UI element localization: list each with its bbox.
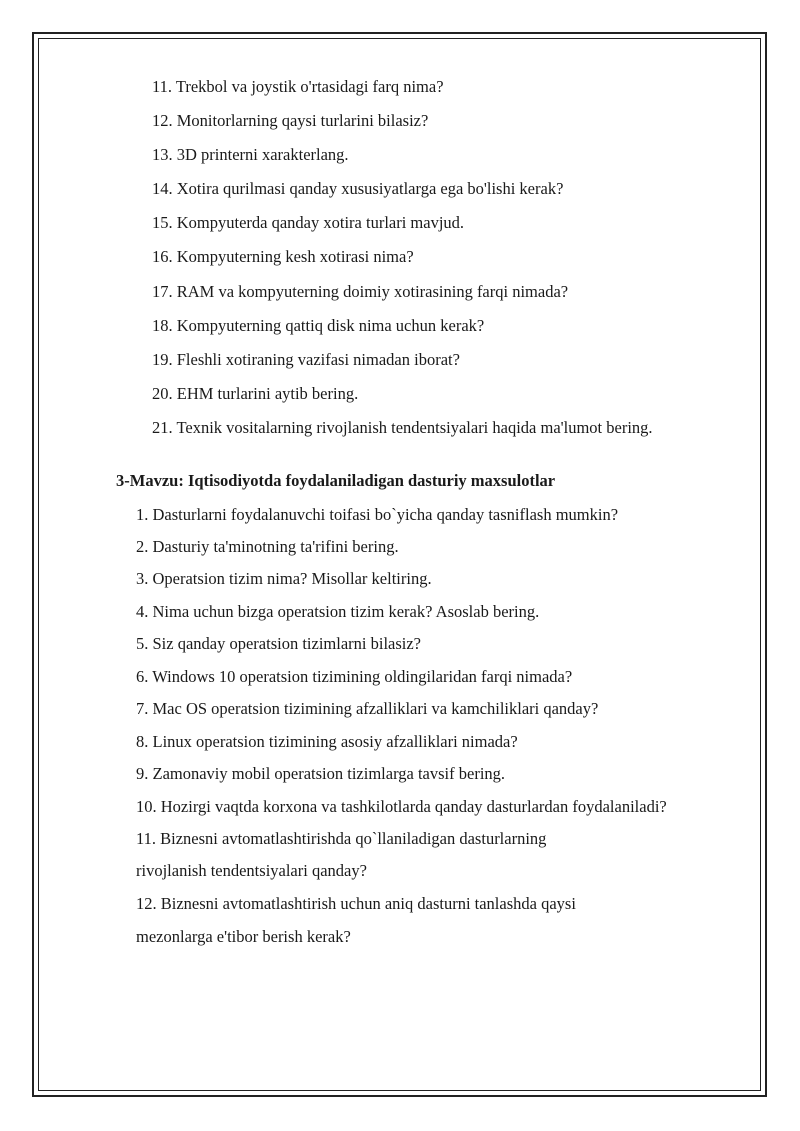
question-item: 3. Operatsion tizim nima? Misollar keltiring. bbox=[136, 569, 432, 588]
question-item: 20. EHM turlarini aytib bering. bbox=[152, 384, 359, 403]
question-item: 8. Linux operatsion tizimining asosiy afzalliklari nimada? bbox=[136, 732, 518, 751]
question-item: 11. Trekbol va joystik o'rtasidagi farq nima? bbox=[152, 77, 444, 96]
question-item: 12. Biznesni avtomatlashtirish uchun aniq dasturni tanlashda qaysi bbox=[136, 894, 576, 913]
section-heading: 3-Mavzu: Iqtisodiyotda foydalaniladigan dasturiy maxsulotlar bbox=[116, 471, 556, 490]
question-item: 11. Biznesni avtomatlashtirishda qo`llaniladigan dasturlarning bbox=[136, 829, 547, 848]
question-item: 21. Texnik vositalarning rivojlanish tendentsiyalari haqida ma'lumot bering. bbox=[152, 418, 653, 437]
question-item: 2. Dasturiy ta'minotning ta'rifini bering. bbox=[136, 537, 399, 556]
question-item: 18. Kompyuterning qattiq disk nima uchun kerak? bbox=[152, 316, 485, 335]
question-item-continuation: rivojlanish tendentsiyalari qanday? bbox=[136, 861, 367, 880]
question-item: 12. Monitorlarning qaysi turlarini bilasiz? bbox=[152, 111, 429, 130]
question-item: 1. Dasturlarni foydalanuvchi toifasi bo`yicha qanday tasniflash mumkin? bbox=[136, 505, 619, 524]
question-item: 14. Xotira qurilmasi qanday xususiyatlarga ega bo'lishi kerak? bbox=[152, 179, 564, 198]
question-item: 9. Zamonaviy mobil operatsion tizimlarga tavsif bering. bbox=[136, 764, 506, 783]
question-item: 19. Fleshli xotiraning vazifasi nimadan iborat? bbox=[152, 350, 460, 369]
question-item: 10. Hozirgi vaqtda korxona va tashkilotlarda qanday dasturlardan foydalaniladi? bbox=[136, 797, 667, 816]
question-item: 13. 3D printerni xarakterlang. bbox=[152, 145, 349, 164]
question-item: 16. Kompyuterning kesh xotirasi nima? bbox=[152, 247, 414, 266]
question-item: 15. Kompyuterda qanday xotira turlari mavjud. bbox=[152, 213, 465, 232]
question-item-continuation: mezonlarga e'tibor berish kerak? bbox=[136, 927, 351, 946]
question-item: 4. Nima uchun bizga operatsion tizim kerak? Asoslab bering. bbox=[136, 602, 540, 621]
question-item: 5. Siz qanday operatsion tizimlarni bilasiz? bbox=[136, 634, 422, 653]
question-item: 17. RAM va kompyuterning doimiy xotirasining farqi nimada? bbox=[152, 282, 569, 301]
question-item: 7. Mac OS operatsion tizimining afzalliklari va kamchiliklari qanday? bbox=[136, 699, 599, 718]
question-item: 6. Windows 10 operatsion tizimining oldingilaridan farqi nimada? bbox=[136, 667, 573, 686]
